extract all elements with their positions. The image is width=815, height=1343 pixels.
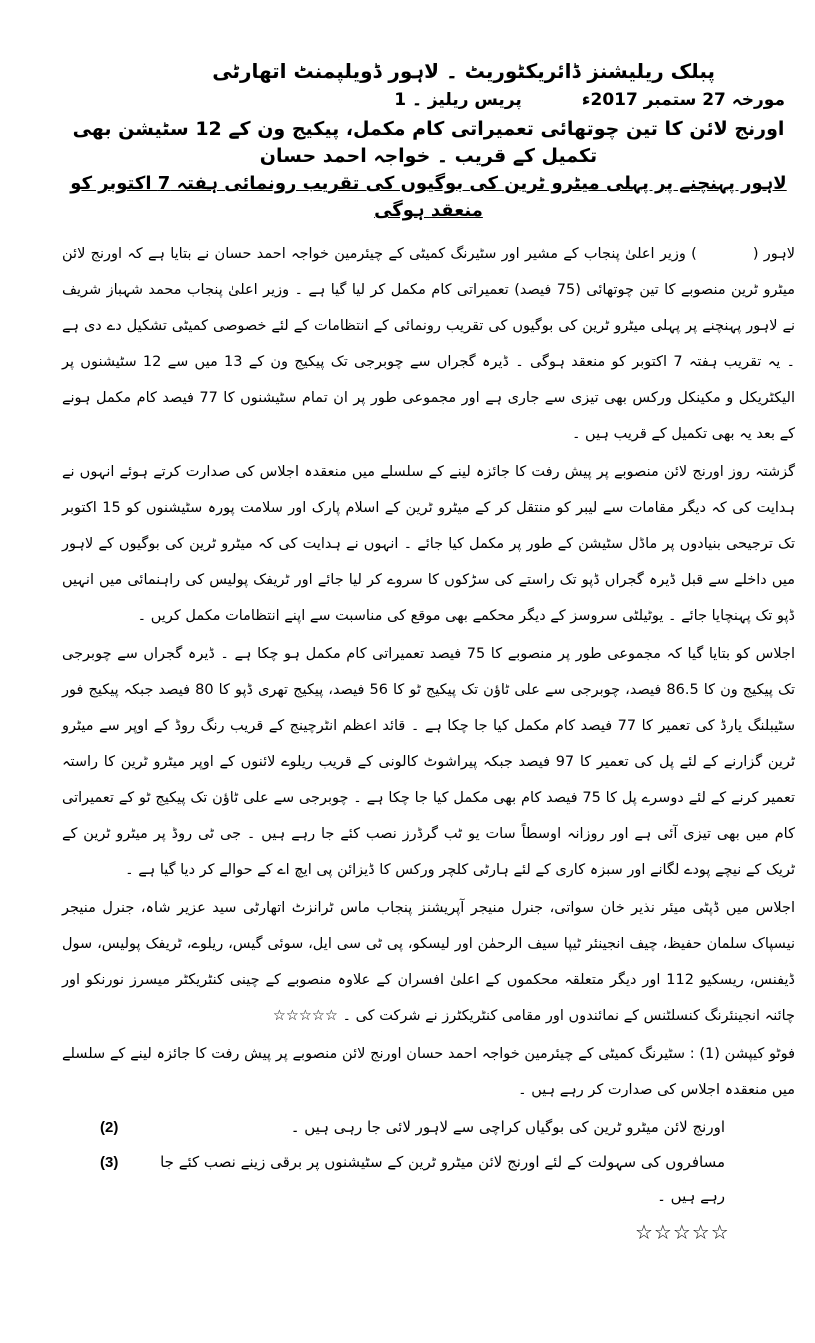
- release-date: مورخہ 27 ستمبر 2017ء: [581, 90, 785, 110]
- headline-line-2: لاہور پہنچنے پر پہلی میٹرو ٹرین کی بوگیوں کی تقریب رونمائی ہفتہ 7 اکتوبر کو منعقد ہوگی: [70, 173, 787, 221]
- headline-line-1: اورنج لائن کا تین چوتھائی تعمیراتی کام مکمل، پیکیج ون کے 12 سٹیشن بھی تکمیل کے قریب ۔ خواجہ احمد حسان: [72, 118, 785, 167]
- paragraph-1-text: وزیر اعلیٰ پنجاب کے مشیر اور سٹیرنگ کمیٹی کے چیئرمین خواجہ احمد حسان نے بتایا ہے کہ اورنج لائن میٹرو ٹرین منصوبے کا تین چوتھائی (75 فیصد) تعمیراتی کام مکمل کر لیا گیا ہے ۔ وزیر اعلیٰ پنجاب محمد شہباز شریف نے لاہور پہنچنے پر پہلی میٹرو ٹرین کی بوگیوں کی تقریب رونمائی کے انتظامات کے لئے خصوصی کمیٹی تشکیل دے دی ہے ۔ یہ تقریب ہفتہ 7 اکتوبر کو منعقد ہوگی ۔ ڈیرہ گجراں سے چوبرجی تک پیکیج ون کے 13 میں سے 12 سٹیشنوں پر الیکٹریکل و مکینکل ورکس بھی تیزی سے جاری ہے اور مجموعی طور پر ان تمام سٹیشنوں کا 77 فیصد کام مکمل ہونے کے بعد یہ بھی تکمیل کے قریب ہیں ۔: [62, 246, 796, 442]
- caption-number: (2): [100, 1119, 119, 1136]
- organization-header: پبلک ریلیشنز ڈائریکٹوریٹ ۔ لاہور ڈویلپمنٹ اتھارٹی: [212, 59, 715, 83]
- paragraph-4: [62, 890, 795, 1034]
- paragraph-1: [62, 236, 795, 452]
- caption-text: مسافروں کی سہولت کے لئے اورنج لائن میٹرو ٹرین کے سٹیشنوں پر برقی زینے نصب کئے جا رہے ہیں ۔: [160, 1153, 725, 1205]
- headline: [62, 116, 795, 224]
- caption-text: اورنج لائن میٹرو ٹرین کی بوگیاں کراچی سے لاہور لائی جا رہی ہیں ۔: [290, 1118, 725, 1136]
- photo-caption-item: [100, 1145, 725, 1213]
- photo-captions-list: [100, 1110, 725, 1213]
- paragraph-4-text: اجلاس میں ڈپٹی میئر نذیر خان سواتی، جنرل منیجر آپریشنز پنجاب ماس ٹرانزٹ اتھارٹی سید عزیر شاہ، جنرل منیجر نیسپاک سلمان حفیظ، چیف انجینئر ٹیپا سیف الرحمٰن اور لیسکو، پی ٹی سی ایل، سوئی گیس، ریلوے، ٹریفک پولیس، سول ڈیفنس، ریسکیو 112 اور دیگر متعلقہ محکموں کے اعلیٰ افسران کے علاوہ منصوبے کے چینی کنٹریکٹر میسرز نورنکو اور چائنہ انجینئرنگ کنسلٹنس کے نمائندوں اور مقامی کنٹریکٹرز نے شرکت کی ۔: [62, 900, 796, 1024]
- caption-number: (3): [100, 1154, 119, 1171]
- photo-caption-1: فوٹو کیپشن (1) : سٹیرنگ کمیٹی کے چیئرمین خواجہ احمد حسان اورنج لائن منصوبے پر پیش رفت کا جائزہ لینے کے سلسلے میں منعقدہ اجلاس کی صدارت کر رہے ہیں ۔: [62, 1046, 796, 1098]
- photo-caption-item: [100, 1110, 725, 1145]
- paragraph-3: اجلاس کو بتایا گیا کہ مجموعی طور پر منصوبے کا 75 فیصد تعمیراتی کام مکمل ہو چکا ہے ۔ ڈیرہ گجراں سے چوبرجی تک پیکیج ون کا 86.5 فیصد، چوبرجی سے علی ٹاؤن تک پیکیج ٹو کا 56 فیصد، پیکیج تھری ڈپو کا 80 فیصد جبکہ پیکیج فور سٹیبلنگ یارڈ کی تعمیر کا 77 فیصد کام مکمل کیا جا چکا ہے ۔ قائد اعظم انٹرچینج کے قریب رنگ روڈ کے اوپر سے میٹرو ٹرین گزارنے کے لئے پل کی تعمیر کا 97 فیصد جبکہ پیراشوٹ کالونی کے قریب ریلوے لائنوں کے اوپر میٹرو ٹرین کا راستہ تعمیر کرنے کے لئے دوسرے پل کا 75 فیصد کام بھی مکمل کیا جا چکا ہے ۔ چوبرجی سے علی ٹاؤن تک پیکیج ٹو کے تعمیراتی کام میں بھی تیزی آئی ہے اور روزانہ اوسطاً سات یو ٹب گرڈرز نصب کئے جا رہے ہیں ۔ جی ٹی روڈ پر میٹرو ٹرین کے ٹریک کے نیچے پودے لگانے اور سبزہ کاری کے لئے ہارٹی کلچر ورکس کا ڈیزائن پی ایچ اے کے حوالے کر دیا گیا ہے ۔: [62, 646, 795, 878]
- end-stars: ☆☆☆☆☆: [635, 1220, 730, 1244]
- press-release-number: پریس ریلیز ۔ 1: [394, 90, 522, 110]
- dateline-place: لاہور (: [752, 246, 796, 262]
- stars-divider: ☆☆☆☆☆: [272, 1008, 338, 1024]
- article-body: [62, 236, 795, 1108]
- dateline: [62, 86, 785, 114]
- paragraph-2: گزشتہ روز اورنج لائن منصوبے پر پیش رفت کا جائزہ لینے کے سلسلے میں منعقدہ اجلاس کی صدارت کرتے ہوئے انہوں نے ہدایت کی کہ دیگر مقامات سے لیبر کو منتقل کر کے میٹرو ٹرین کے اسلام پارک اور سلامت پورہ سٹیشنوں کو 15 اکتوبر تک ترجیحی بنیادوں پر ماڈل سٹیشن کے طور پر مکمل کیا جائے ۔ انہوں نے ہدایت کی کہ میٹرو ٹرین کی بوگیوں کے لاہور میں داخلے سے قبل ڈیرہ گجراں ڈپو تک راستے کی سڑکوں کا سروے کر لیا جائے اور ٹریفک پولیس کی راہنمائی میں انہیں ڈپو تک پہنچایا جائے ۔ یوٹیلٹی سروسز کے دیگر محکمے بھی موقع کی مناسبت سے اپنے انتظامات مکمل کریں ۔: [62, 464, 796, 624]
- dateline-close: ): [691, 246, 697, 262]
